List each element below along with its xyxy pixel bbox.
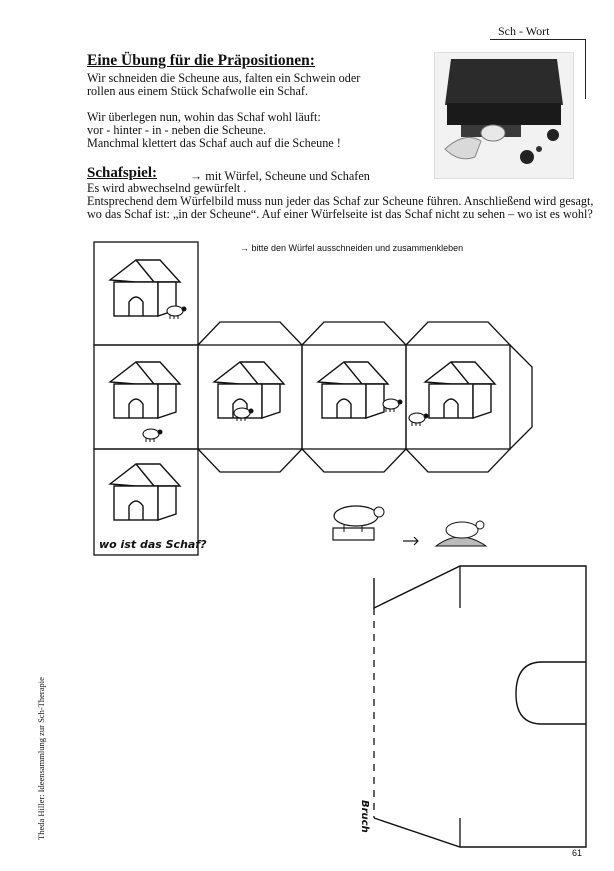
glue-flap — [510, 345, 532, 449]
game-line-2: Entsprechend dem Würfelbild muss nun jeder das Schaf zur Scheune führen. Anschließend wird gesagt, — [87, 194, 594, 208]
glue-flap — [406, 449, 510, 472]
glue-flap — [302, 449, 406, 472]
fold-label: Bruch — [359, 800, 370, 833]
right-arrow-icon — [403, 537, 418, 545]
game-line-3: wo das Schaf ist: „in der Scheune“. Auf einer Würfelseite ist das Schaf nicht zu sehen – wo ist es wohl? — [87, 207, 593, 221]
sheep-on-wool-icon — [436, 521, 486, 546]
glue-flap — [302, 322, 406, 345]
exercise-line-4: vor - hinter - in - neben die Scheune. — [87, 123, 267, 137]
exercise-line-1: Wir schneiden die Scheune aus, falten ein Schwein oder — [87, 71, 361, 85]
exercise-title: Eine Übung für die Präpositionen: — [87, 52, 315, 69]
exercise-line-5: Manchmal klettert das Schaf auch auf die Scheune ! — [87, 136, 341, 150]
sheep-on-stand-icon — [333, 506, 384, 540]
die-instruction: → bitte den Würfel ausschneiden und zusammenkleben — [240, 243, 464, 253]
game-note: → mit Würfel, Scheune und Schafen — [190, 169, 370, 183]
game-title: Schafspiel: — [87, 165, 158, 181]
hidden-sheep-label: wo ist das Schaf? — [99, 538, 207, 551]
exercise-line-2: rollen aus einem Stück Schafwolle ein Schaf. — [87, 84, 309, 98]
barn-cutout-outline — [374, 566, 586, 847]
barn-door-cutout — [516, 662, 586, 724]
side-credit: Theda Hiller: Ideensammlung zur Sch-Therapie — [36, 677, 46, 840]
page-number: 61 — [572, 848, 583, 858]
glue-flap — [406, 322, 510, 345]
exercise-line-3: Wir überlegen nun, wohin das Schaf wohl läuft: — [87, 110, 321, 124]
header-tag: Sch - Wort — [498, 24, 550, 38]
glue-flap — [198, 449, 302, 472]
game-line-1: Es wird abwechselnd gewürfelt . — [87, 181, 247, 195]
glue-flap — [198, 322, 302, 345]
